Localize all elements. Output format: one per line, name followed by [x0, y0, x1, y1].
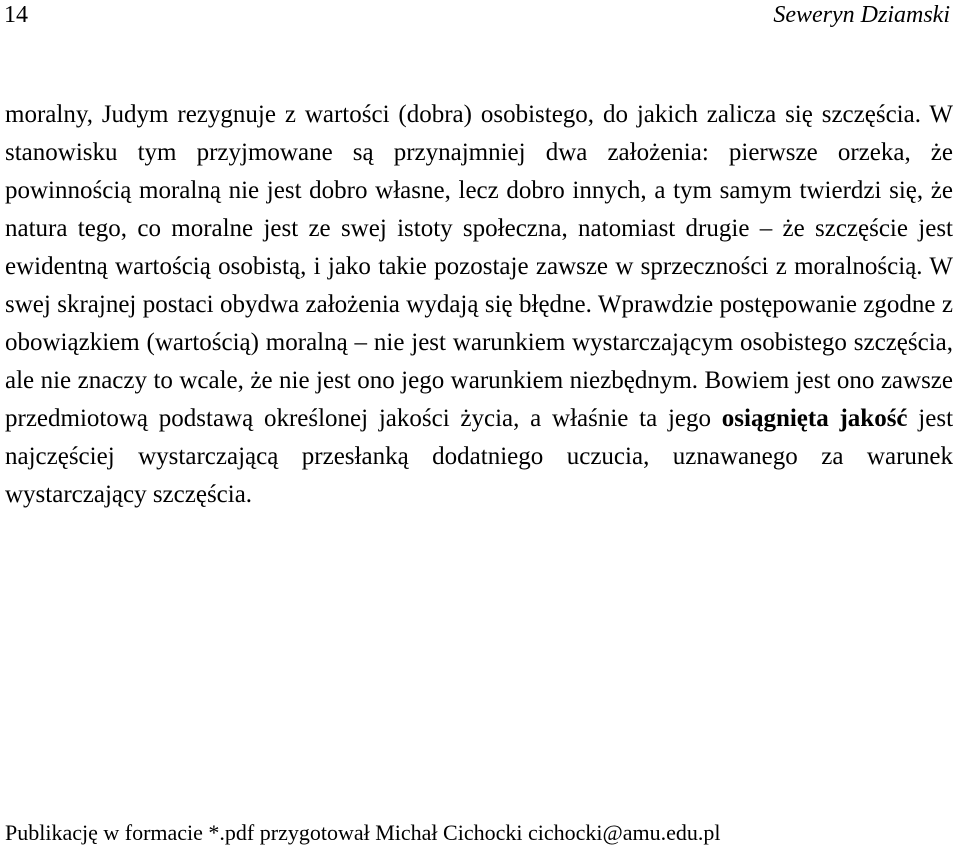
running-head-author: Seweryn Dziamski: [773, 2, 950, 28]
page-header: [4, 0, 950, 30]
page-number: 14: [4, 2, 28, 28]
paragraph-text-end: jest najczęściej wystarczającą przesłanką dodatniego uczucia, uznawanego za warunek wystarczający szczęścia.: [5, 405, 954, 508]
bold-phrase: osiągnięta jakość: [721, 405, 908, 432]
paragraph-text-start: moralny, Judym rezygnuje z wartości (dobra) osobistego, do jakich zalicza się szczęścia. W stanowisku tym przyjmowane są przynajmniej dwa założenia: pierwsze orzeka, że powinnością moralną nie jest dobro własne, lecz dobro innych, a tym samym twierdzi się, że natura tego, co moralne jest ze swej istoty społeczna, natomiast drugie – że szczęście jest ewidentną wartością osobistą, i jako takie pozostaje zawsze w sprzeczności z moralnością. W swej skrajnej postaci obydwa założenia wydają się błędne. Wprawdzie postępowanie zgodne z obowiązkiem (wartością) moralną – nie jest warunkiem wystarczającym osobistego szczęścia, ale nie znaczy to wcale, że nie jest ono jego warunkiem niezbędnym. Bowiem jest ono zawsze przedmiotową podstawą określonej jakości życia, a właśnie ta jego: [5, 101, 953, 432]
page-footer: Publikację w formacie *.pdf przygotował Michał Cichocki cichocki@amu.edu.pl: [5, 820, 721, 845]
body-paragraph: [5, 96, 953, 514]
